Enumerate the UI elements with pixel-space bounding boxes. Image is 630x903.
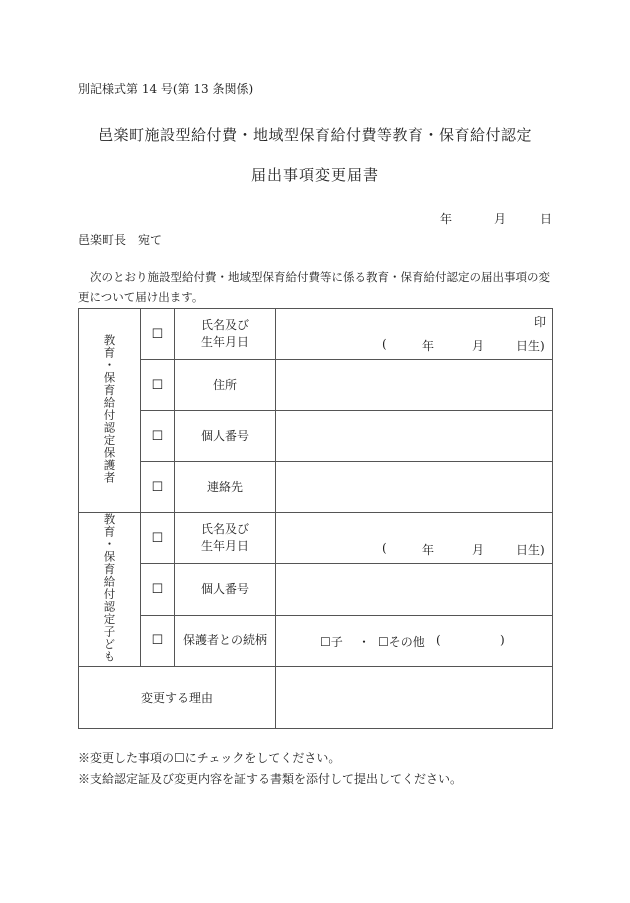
intro-text: 次のとおり施設型給付費・地域型保育給付費等に係る教育・保育給付認定の届出事項の変更について届け出ます。 [78, 270, 550, 304]
checkbox-guardian-name[interactable]: ☐ [141, 309, 175, 360]
addressee-name: 邑楽町長 [78, 233, 127, 247]
date-month: 月 [494, 212, 507, 226]
checkbox-child-id[interactable]: ☐ [141, 564, 175, 615]
reason-label: 変更する理由 [79, 667, 276, 729]
checkbox-child-name[interactable]: ☐ [141, 513, 175, 564]
note-check-instruction: ※変更した事項の☐にチェックをしてください。 [78, 751, 341, 765]
seal-mark: 印 [533, 315, 546, 329]
guardian-contact-field[interactable] [276, 462, 553, 513]
child-name-label: 氏名及び 生年月日 [175, 513, 276, 564]
guardian-contact-label: 連絡先 [175, 462, 276, 513]
checkbox-relationship[interactable]: ☐ [141, 615, 175, 666]
relationship-child-option[interactable]: ☐子 [320, 634, 343, 649]
relationship-label: 保護者との続柄 [175, 615, 276, 666]
child-section-heading: 教育・保育給付認定子ども [79, 513, 141, 667]
document-title: 邑楽町施設型給付費・地域型保育給付費等教育・保育給付認定 [97, 126, 532, 144]
change-notification-form [78, 308, 553, 729]
relationship-separator: ・ [358, 634, 371, 649]
date-day: 日 [540, 212, 553, 226]
child-birthdate: ( 年 月 日生) [382, 541, 545, 558]
note-attachment-instruction: ※支給認定証及び変更内容を証する書類を添付して提出してください。 [78, 772, 463, 786]
child-name-field[interactable] [276, 513, 553, 564]
guardian-birthdate: ( 年 月 日生) [382, 337, 545, 353]
addressee-suffix: 宛て [138, 233, 163, 247]
checkbox-guardian-id[interactable]: ☐ [141, 411, 175, 462]
addressee [78, 231, 162, 248]
reason-field[interactable] [276, 667, 553, 729]
guardian-address-label: 住所 [175, 360, 276, 411]
relationship-field: ☐子 ・ ☐その他 ( ) [276, 615, 553, 666]
checkbox-guardian-address[interactable]: ☐ [141, 360, 175, 411]
guardian-section-heading: 教育・保育給付認定保護者 [79, 309, 141, 513]
relationship-other-option[interactable]: ☐その他 [378, 634, 425, 649]
guardian-id-field[interactable] [276, 411, 553, 462]
document-subtitle: 届出事項変更届書 [250, 166, 379, 184]
guardian-name-label: 氏名及び 生年月日 [175, 309, 276, 360]
guardian-id-label: 個人番号 [175, 411, 276, 462]
date-year: 年 [440, 212, 453, 226]
form-number: 別記様式第 14 号(第 13 条関係) [78, 82, 254, 96]
checkbox-guardian-contact[interactable]: ☐ [141, 462, 175, 513]
guardian-name-field[interactable] [276, 309, 553, 360]
guardian-address-field[interactable] [276, 360, 553, 411]
child-id-field[interactable] [276, 564, 553, 615]
child-id-label: 個人番号 [175, 564, 276, 615]
